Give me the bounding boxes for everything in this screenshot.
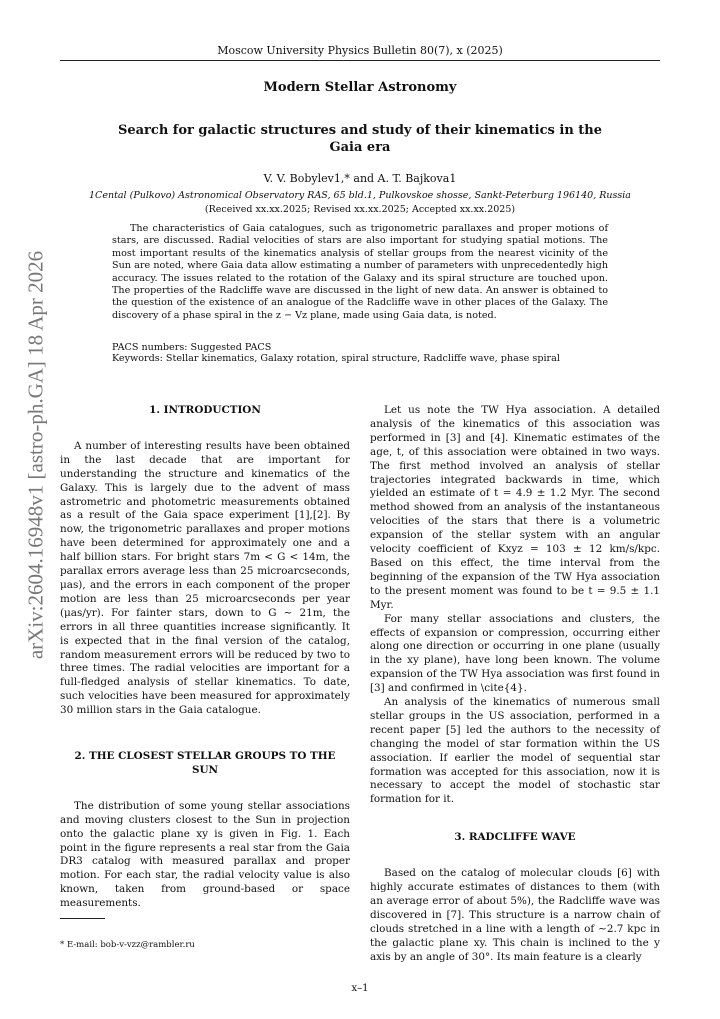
footnote-email[interactable]: * E-mail: bob-v-vzz@rambler.ru [60, 940, 195, 950]
paper-title: Search for galactic structures and study of their kinematics in the Gaia era [117, 123, 603, 155]
right-column [370, 404, 660, 965]
authors: V. V. Bobylev1,* and A. T. Bajkova1 [263, 172, 457, 185]
submission-dates: (Received xx.xx.2025; Revised xx.xx.2025; Accepted xx.xx.2025) [204, 204, 516, 215]
header-rule [60, 60, 660, 61]
abstract: The characteristics of Gaia catalogues, such as trigonometric parallaxes and proper motions of stars, are discussed. Radial velocities of stars are also important for studying spatial motions. The most important results of the kinematics analysis of stellar groups from the nearest vicinity of the Sun are noted, where Gaia data allow estimating a number of parameters with unprecedentedly high accuracy. The issues related to the rotation of the Galaxy and its spiral structure are touched upon. The properties of the Radcliffe wave are discussed in the light of new data. An answer is obtained to the question of the existence of an analogue of the Radcliffe wave in other places of the Galaxy. The discovery of a phase spiral in the z − Vz plane, made using Gaia data, is noted. [112, 223, 608, 321]
section-heading: 2. THE CLOSEST STELLAR GROUPS TO THE SUN [74, 750, 336, 776]
us-association-paragraph: An analysis of the kinematics of numerous small stellar groups in the US association, performed in a recent paper [5] led the authors to the necessity of changing the model of star formation within the US association. If earlier the model of sequential star formation was accepted for this association, now it is necessary to accept the model of stochastic star formation for it. [370, 696, 660, 806]
left-column [60, 404, 350, 911]
arxiv-stamp: arXiv:2604.16948v1 [astro-ph.GA] 18 Apr 2026 [23, 250, 48, 660]
page-number: x–1 [351, 983, 369, 994]
section-heading: 1. INTRODUCTION [149, 404, 261, 416]
affiliation: 1Cental (Pulkovo) Astronomical Observatory RAS, 65 bld.1, Pulkovskoe shosse, Sankt-Peterburg 196140, Russia [89, 190, 631, 201]
expansion-paragraph: For many stellar associations and clusters, the effects of expansion or compression, occurring either along one direction or occurring in one plane (usually in the xy plane), have long been known. The volume expansion of the TW Hya association was first found in [3] and confirmed in \cite{4}. [370, 612, 660, 695]
running-header: Moscow University Physics Bulletin 80(7), x (2025) [217, 44, 503, 57]
footnote-rule [60, 918, 105, 919]
section-heading: 3. RADCLIFFE WAVE [454, 831, 576, 844]
intro-paragraph: A number of interesting results have been obtained in the last decade that are important for understanding the structure and kinematics of the Galaxy. This is largely due to the advent of mass astrometric and photometric measurements obtained as a result of the Gaia space experiment [1],[2]. By now, the trigonometric parallaxes and proper motions have been determined for approximately one and a half billion stars. For bright stars 7m < G < 14m, the parallax errors average less than 25 microarcseconds, μas), and the errors in each component of the proper motion are less than 25 microarcseconds per year (μas/yr). For fainter stars, down to G ∼ 21m, the errors in all three quantities increase significantly. It is expected that in the final version of the catalog, random measurement errors will be reduced by two to three times. The radial velocities are important for a full-fledged analysis of stellar kinematics. To date, such velocities have been measured for approximately 30 million stars in the Gaia catalogue. [60, 439, 350, 717]
pacs-numbers: PACS numbers: Suggested PACS [112, 342, 272, 353]
section-title: Modern Stellar Astronomy [263, 80, 457, 95]
closest-paragraph: The distribution of some young stellar associations and moving clusters closest to the Sun in projection onto the galactic plane xy is given in Fig. 1. Each point in the figure represents a real star from the Gaia DR3 catalog with measured parallax and proper motion. For each star, the radial velocity value is also known, taken from ground-based or space measurements. [60, 799, 350, 910]
tw-hya-paragraph: Let us note the TW Hya association. A detailed analysis of the kinematics of this association was performed in [3] and [4]. Kinematic estimates of the age, t, of this association were obtained in two ways. The first method involved an analysis of stellar trajectories integrated backwards in time, which yielded an estimate of t = 4.9 ± 1.2 Myr. The second method showed from an analysis of the instantaneous velocities of the stars that there is a volumetric expansion of the stellar system with an angular velocity coefficient of Kxyz = 103 ± 12 km/s/kpc. Based on this effect, the time interval from the beginning of the expansion of the TW Hya association to the present moment was found to be t = 9.5 ± 1.1 Myr. [370, 404, 660, 611]
keywords: Keywords: Stellar kinematics, Galaxy rotation, spiral structure, Radcliffe wave, phase spiral [112, 353, 560, 364]
radcliffe-paragraph: Based on the catalog of molecular clouds [6] with highly accurate estimates of distances to them (with an average error of about 5%), the Radcliffe wave was discovered in [7]. This structure is a narrow chain of clouds stretched in a line with a length of ∼2.7 kpc in the galactic plane xy. This chain is inclined to the y axis by an angle of 30°. Its main feature is a clearly [370, 867, 660, 963]
